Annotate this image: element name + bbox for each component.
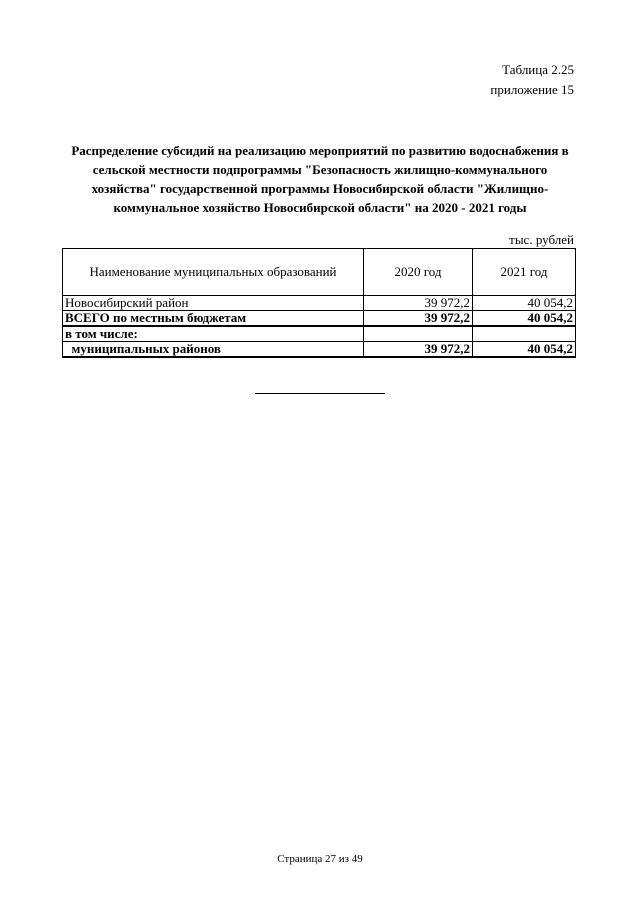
title-line: коммунальное хозяйство Новосибирской области" на 2020 - 2021 годы: [113, 200, 527, 215]
row-label: муниципальных районов: [63, 342, 364, 358]
cell-2021: 40 054,2: [473, 296, 576, 311]
row-label: в том числе:: [63, 326, 364, 342]
column-header-municipality: Наименование муниципальных образований: [63, 249, 364, 296]
cell-2021: 40 054,2: [473, 342, 576, 358]
title-line: сельской местности подпрограммы "Безопасность жилищно-коммунального: [92, 162, 548, 177]
table-row-districts: [63, 342, 576, 358]
row-label: Новосибирский район: [63, 296, 364, 311]
page-number: Страница 27 из 49: [277, 853, 363, 865]
row-label: ВСЕГО по местным бюджетам: [63, 311, 364, 327]
cell-2020: 39 972,2: [364, 342, 473, 358]
cell-2020: [364, 326, 473, 342]
table-row: [63, 296, 576, 311]
subsidy-table: [62, 248, 576, 358]
document-title: [62, 141, 578, 217]
cell-2021: 40 054,2: [473, 311, 576, 327]
title-line: хозяйства" государственной программы Новосибирской области "Жилищно-: [91, 181, 549, 196]
cell-2020: 39 972,2: [364, 311, 473, 327]
units-label: тыс. рублей: [509, 232, 574, 247]
cell-2020: 39 972,2: [364, 296, 473, 311]
column-header-2021: 2021 год: [473, 249, 576, 296]
title-line: Распределение субсидий на реализацию мероприятий по развитию водоснабжения в: [71, 143, 569, 158]
column-header-2020: 2020 год: [364, 249, 473, 296]
table-row-including: [63, 326, 576, 342]
cell-2021: [473, 326, 576, 342]
divider-line: [255, 393, 385, 394]
table-number: Таблица 2.25: [502, 62, 574, 77]
table-header-row: [63, 249, 576, 296]
appendix-label: приложение 15: [490, 82, 574, 97]
table-row-total: [63, 311, 576, 327]
